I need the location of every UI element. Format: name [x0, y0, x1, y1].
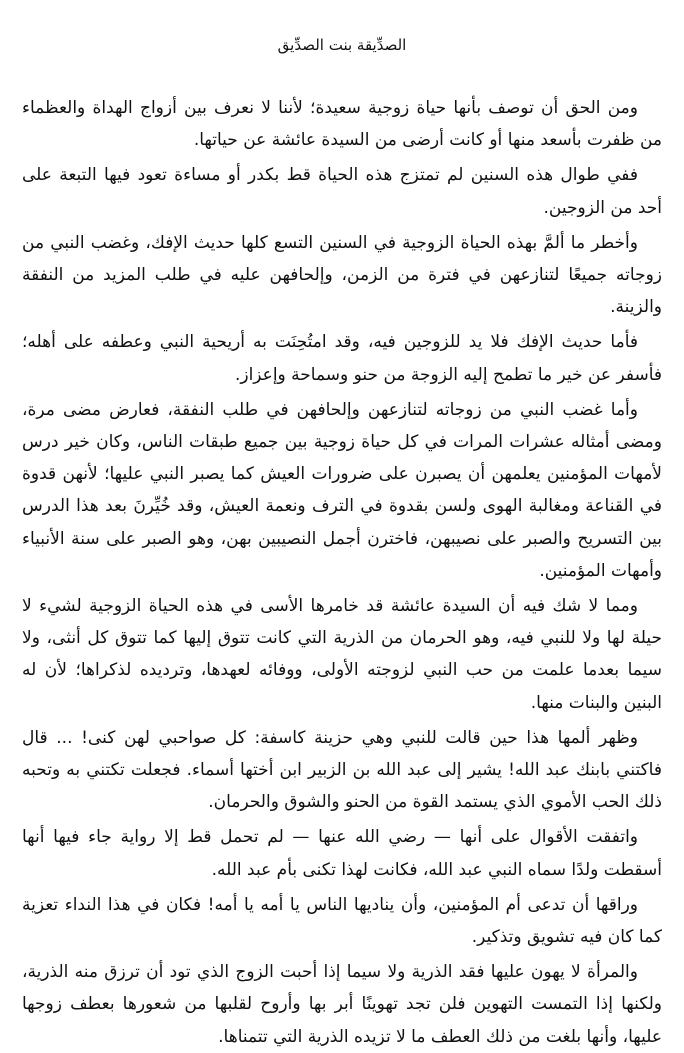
paragraph: وراقها أن تدعى أم المؤمنين، وأن يناديها الناس يا أمه يا أمه! فكان في هذا النداء تعزية كما كان فيه تشويق وتذكير. [22, 894, 662, 948]
paragraph: وظهر ألمها هذا حين قالت للنبي وهي حزينة كاسفة: كل صواحبي لهن كنى! ... قال فاكتني بابنك عبد الله! يشير إلى عبد الله بن الزبير ابن أختها أسماء. فجعلت تكتني به وتحبه ذلك الحب الأموي الذي يستمد القوة من الحنو والشوق والحرمان. [22, 727, 662, 813]
paragraph: والمرأة لا يهون عليها فقد الذرية ولا سيما إذا أحبت الزوج الذي تود أن ترزق منه الذرية، ولكنها إذا التمست التهوين فلن تجد تهوينًا أبر بها وأروح لقلبها من شعورها بعطف زوجها عليها، وأنها بلغت من ذلك العطف ما لا تزيده الذرية التي تتمناها. [22, 962, 662, 1047]
paragraph: وأخطر ما ألمَّ بهذه الحياة الزوجية في السنين التسع كلها حديث الإفك، وغضب النبي من زوجاته جميعًا لتنازعهن في فترة من الزمن، وإلحافهن عليه في طلب المزيد من النفقة والزينة. [22, 232, 662, 318]
running-header: الصدِّيقة بنت الصدِّيق [277, 36, 407, 54]
body-text [22, 92, 662, 1053]
paragraph: ففي طوال هذه السنين لم تمتزج هذه الحياة قط بكدر أو مساءة تعود فيها التبعة على أحد من الزوجين. [22, 165, 662, 218]
paragraph: فأما حديث الإفك فلا يد للزوجين فيه، وقد امتُحِنَت به أريحية النبي وعطفه على أهله؛ فأسفر عن خير ما تطمح إليه الزوجة من حنو وسماحة وإعزاز. [22, 332, 662, 385]
paragraph: ومما لا شك فيه أن السيدة عائشة قد خامرها الأسى في هذه الحياة الزوجية لشيء لا حيلة لها ولا للنبي فيه، وهو الحرمان من الذرية التي كانت تتوق إليها كما تتوق كل أنثى، ولا سيما بعدما علمت من حب النبي لزوجته الأولى، ووفائه لعهدها، وترديده لذكراها؛ لأن له البنين والبنات منها. [22, 596, 662, 713]
paragraph: وأما غضب النبي من زوجاته لتنازعهن وإلحافهن في طلب النفقة، فعارض مضى مرة، ومضى أمثاله عشرات المرات في كل حياة زوجية بين جميع طبقات الناس، وكان خير درس لأمهات المؤمنين يعلمهن أن يصبرن على ضرورات العيش كما يصبر النبي عليها؛ لأنهن قدوة في القناعة ومغالبة الهوى ولسن بقدوة في الترف ونعمة العيش، وقد خُيِّرنَ بعد هذا الدرس بين التسريح والصبر على نصيبهن، فاخترن أجمل النصيبين بهن، وهو الصبر على سنة الأنبياء وأمهات المؤمنين. [22, 399, 662, 581]
paragraph: واتفقت الأقوال على أنها — رضي الله عنها — لم تحمل قط إلا رواية جاء فيها أنها أسقطت ولدًا سماه النبي عبد الله، فكانت لهذا تكنى بأم عبد الله. [22, 827, 662, 880]
paragraph: ومن الحق أن توصف بأنها حياة زوجية سعيدة؛ لأننا لا نعرف بين أزواج الهداة والعظماء من ظفرت بأسعد منها أو كانت أرضى من السيدة عائشة عن حياتها. [22, 98, 662, 151]
